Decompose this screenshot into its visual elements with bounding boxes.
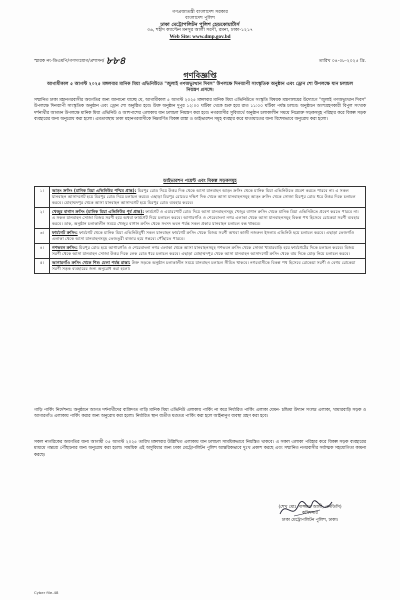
website: Web Site: www.dmp.gov.bd <box>169 34 231 41</box>
route-cell <box>50 259 366 274</box>
route-cell <box>50 229 366 244</box>
memo-date: তারিখ ০৪-০৮-২০২৫ খ্রি. <box>319 59 366 64</box>
signatory-name: (শেখ মোঃ সাজ্জাত আলী, এনডিসি) <box>278 505 342 510</box>
memo-number-label: স্মারক নং-ডিএমপি/গণসংযোগ/প্রশাসন/ <box>34 59 105 64</box>
route-number: ১। <box>35 187 50 208</box>
route-text: মিরপুর রোড হয়ে আগারগাঁও ও শেরেবাংলা নগর এলাকা থেকে আসা যানবাহনসমূহ গণভবন ক্রসিং থেকে সোজা খামারবাড়ি হয়ে ফার্মগেটের দিকে চলাচল করবে। বিজয় সরণী থেকে আসা যানবাহন সোজা উত্তর দিকে লেক রোড ধরে চলাচল করবে। এছাড়া মোহাম্মদপুর থেকে আসা যানবাহন আসাদগেট ক্রসিং থেকে বাম দিকে মোড় নিয়ে চলাচল করবে। <box>52 245 355 256</box>
route-text: উক্ত সড়কে অনুষ্ঠান চলাকালীন সময়ে যানবাহন চলাচল সীমিত থাকবে। নগরবাসীকে বিকল্প পথ হিসেবে রোকেয়া সরণী ও বেগম রোকেয়া সরণী সড়ক ব্যবহারের জন্য অনুরোধ করা হলো। <box>52 260 356 271</box>
route-title: আড়ং ক্রসিং (মানিক মিয়া এভিনিউর পশ্চিম প্রান্ত): <box>52 188 137 193</box>
signature-block <box>250 505 370 524</box>
route-title: খেজুর বাগান ক্রসিং (মানিক মিয়া এভিনিউর পূর্ব প্রান্ত): <box>52 209 145 214</box>
closing-paragraph: সকল নাগরিকের অবগতির জন্য আগামী ০৫ আগস্ট ২০২৫ তারিখ মঙ্গলবার উল্লিখিত এলাকায় যান চলাচল সাময়িকভাবে নিয়ন্ত্রিত থাকবে। এ সকল এলাকা পরিহার করে বিকল্প সড়ক ব্যবহারের মাধ্যমে গন্তব্যে পৌঁছানোর জন্য অনুরোধ করা হলো। সাময়িক এই অসুবিধার জন্য ঢাকা মেট্রোপলিটন পুলিশ আন্তরিকভাবে দুঃখ প্রকাশ করছে এবং সম্মানিত নগরবাসীর সর্বাত্মক সহযোগিতা কামনা করছে। <box>34 440 366 458</box>
route-number: ৫। <box>35 259 50 274</box>
route-text: মিরপুর রোড দিয়ে উত্তর দিক থেকে আসা যানবাহন আড়ং ক্রসিং থেকে মানিক মিয়া এভিনিউতে প্রবেশ করতে পারবে না। এ সকল যানবাহন আসাদগেট হয়ে মিরপুর রোড দিয়ে চলাচল করবে। এছাড়া মিরপুর রোডের দক্ষিণ দিক থেকে আসা যানবাহনসমূহ আড়ং ক্রসিং থেকে সোজা মিরপুর রোড ধরে উত্তর দিকে চলাচল করবে। মোহাম্মদপুর থেকে আসা যানবাহন আসাদগেট হয়ে মিরপুর রোড ব্যবহার করবে। <box>52 188 356 205</box>
table-row <box>35 229 366 244</box>
route-title: ফার্মগেট ক্রসিং: <box>52 230 78 235</box>
signatory-designation: কমিশনার <box>302 511 318 517</box>
route-cell <box>50 244 366 259</box>
police-name: বাংলাদেশ পুলিশ <box>185 16 215 21</box>
signatory-office: ঢাকা মেট্রোপলিটন পুলিশ, ঢাকা। <box>281 517 339 523</box>
route-text: ফার্মগেট ও এয়ারপোর্ট রোড দিয়ে আসা যানবাহনসমূহ খেজুর বাগান ক্রসিং থেকে মানিক মিয়া এভিনিউতে প্রবেশ করতে পারবে না। এ সকল যানবাহন সোজা বিজয় সরণী হয়ে অথবা ফার্মগেট দিয়ে চলাচল করবে। আগারগাঁও ও শেরেবাংলা নগর এলাকা থেকে আসা যানবাহনসমূহ বিকল্প পথ হিসেবে রোকেয়া সরণী ব্যবহার করবে। ডাক, অনুষ্ঠান চলাকালীন সময়ে খেজুর বাগান ক্রসিং থেকে সংসদ ভবন পর্যন্ত সকল প্রকার যানবাহন চলাচল বন্ধ থাকবে। <box>52 209 360 226</box>
reference-row <box>34 57 366 67</box>
route-number: ৩। <box>35 229 50 244</box>
parking-paragraph: গাড়ি পার্কিং নির্দেশনাঃ অনুষ্ঠানে আগত দর্শনার্থীদের ব্যক্তিগত গাড়ি মানিক মিয়া এভিনিউ এলাকায় পার্কিং না করে নির্ধারিত পার্কিং এলাকা যেমন- চন্দ্রিমা উদ্যান সংলগ্ন এলাকা, খামারবাড়ি সড়ক ও আগারগাঁও এলাকায় পার্কিং করার জন্য অনুরোধ করা হলো। নির্ধারিত স্থান ব্যতীত যত্রতত্র পার্কিং করা হলে আইনানুগ ব্যবস্থা গ্রহণ করা হবে। <box>34 408 366 420</box>
route-cell <box>50 187 366 208</box>
table-row <box>35 187 366 208</box>
notice-subject: আগামীকাল ৫ আগস্ট ২০২৫ মঙ্গলবার মানিক মিয়া এভিনিউতে "জুলাই গণঅভ্যুত্থান দিবস" উপলক্ষে দিনব্যাপী সাংস্কৃতিক অনুষ্ঠান এবং ড্রোন শো উপলক্ষে যান চলাচল নিয়ন্ত্রণ প্রসঙ্গে। <box>46 82 354 94</box>
routes-heading: ডাইভারশন পয়েন্ট এবং বিকল্প সড়কসমূহ <box>163 179 237 184</box>
govt-name: গণপ্রজাতন্ত্রী বাংলাদেশ সরকার <box>172 10 228 15</box>
table-row <box>35 208 366 229</box>
table-row <box>35 259 366 274</box>
route-cell <box>50 208 366 229</box>
intro-paragraph: সম্মানিত ঢাকা মহানগরবাসীর অবগতির জন্য জানানো যাচ্ছে যে, আগামীকাল ৫ আগস্ট ২০২৫ মঙ্গলবার মানিক মিয়া এভিনিউতে সংস্কৃতি বিষয়ক মন্ত্রণালয়ের উদ্যোগে "জুলাই গণঅভ্যুত্থান দিবস" উপলক্ষে দিনব্যাপী সাংস্কৃতিক অনুষ্ঠান এবং ড্রোন শো অনুষ্ঠিত হবে। উক্ত অনুষ্ঠান দুপুর ১২:০০ ঘটিকা থেকে শুরু হয়ে রাত ১১:০০ ঘটিকা পর্যন্ত চলবে। অনুষ্ঠানে অংশগ্রহণকারী বিপুল সংখ্যক দর্শনার্থীর আগমন উপলক্ষে মানিক মিয়া এভিনিউ ও আশপাশের এলাকায় যান চলাচল নিয়ন্ত্রণ করা হবে। নগরবাসীর সুবিধার্থে অনুষ্ঠান চলাকালীন সময়ে নিম্নোক্ত সড়কসমূহ পরিহার করে বিকল্প সড়ক ব্যবহারের জন্য অনুরোধ করা হলো। এমতাবস্থায় ঢাকা মহানগরবাসীকে নিম্নবর্ণিত বিকল্প রাস্তা ও ডাইভারশন সমূহ ব্যবহার করে যাতায়াতের জন্য বিশেষভাবে অনুরোধ করা হলো। <box>34 98 366 122</box>
route-title: গণভবন ক্রসিং: <box>52 245 78 250</box>
memo-number: ৮৮৪ <box>106 56 126 67</box>
routes-table <box>34 186 366 274</box>
route-number: ২। <box>35 208 50 229</box>
route-number: ৪। <box>35 244 50 259</box>
notice-title: গণবিজ্ঞপ্তি <box>183 71 217 80</box>
route-text: ফার্মগেট থেকে মানিক মিয়া এভিনিউমুখী সকল যানবাহন ফার্মগেট ক্রসিং থেকে বিজয় সরণী অথবা কাজী নজরুল ইসলাম এভিনিউ হয়ে চলাচল করবে। এছাড়া তেজগাঁও এলাকা থেকে আসা যানবাহনসমূহ তেজতুরী বাজার হয়ে গন্তব্যে পৌঁছাতে পারবে। <box>52 230 355 241</box>
office-name: ঢাকা মেট্রোপলিটন পুলিশ হেডকোয়ার্টার্স <box>160 22 240 28</box>
office-address: ৩৬, শহীদ ক্যাপ্টেন মনসুর আলী সরণী, রমনা, ঢাকা-১২১৭ <box>147 28 253 34</box>
file-reference: Cyber file-48 <box>34 590 59 595</box>
letterhead <box>0 10 400 41</box>
table-row <box>35 244 366 259</box>
route-title: আগারগাঁও ক্রসিং থেকে শিশু মেলা পর্যন্ত রাস্তা: <box>52 260 131 265</box>
